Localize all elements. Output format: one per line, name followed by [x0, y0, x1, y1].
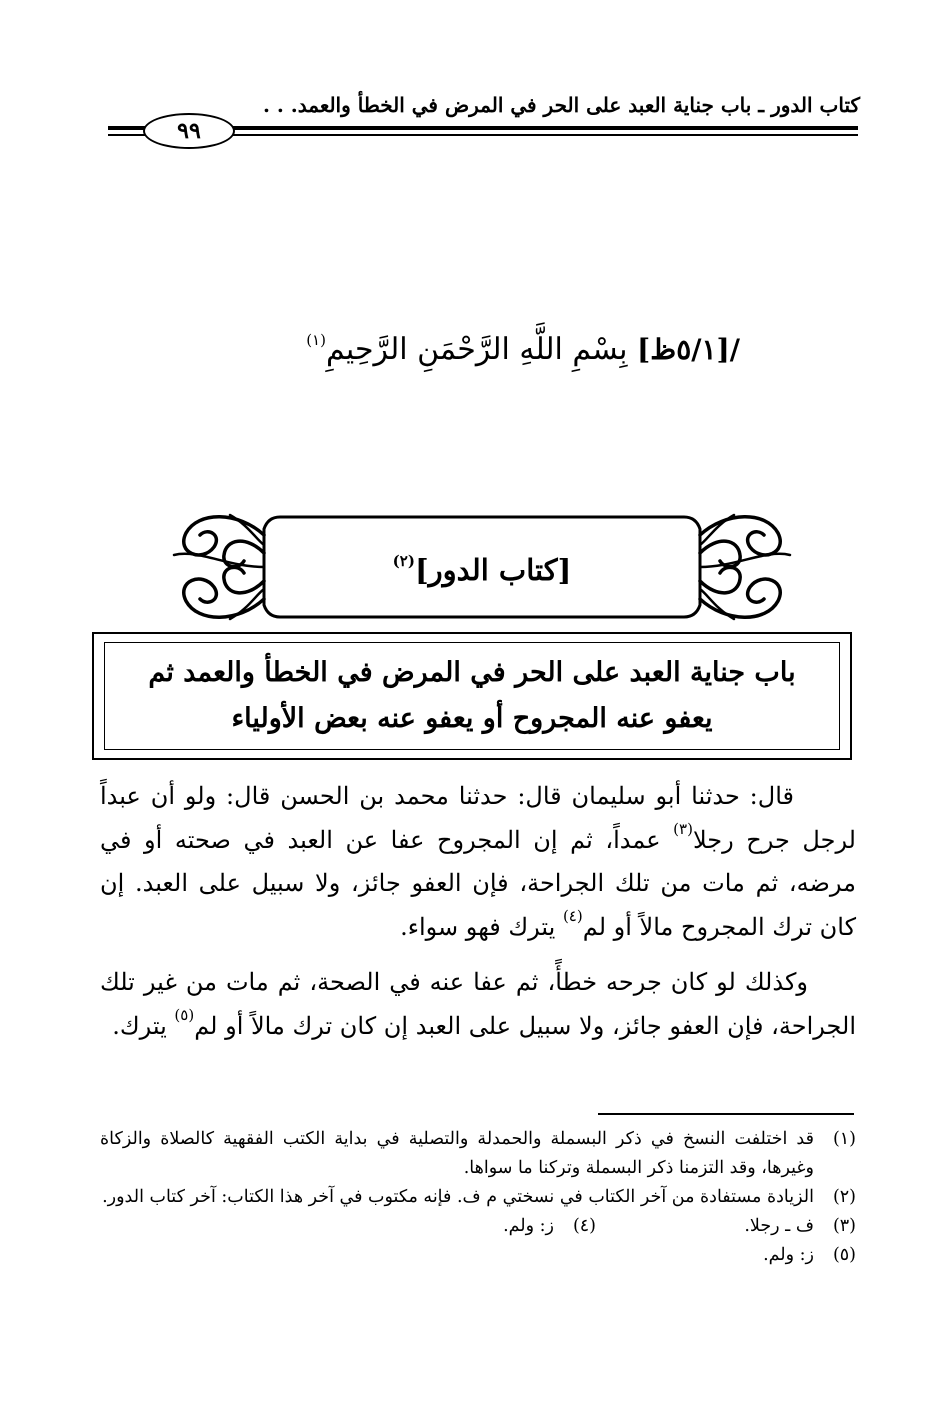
text-run: عمداً، ثم إن المجروح عفا عن العبد في صحته أو في مرضه، ثم مات من تلك الجراحة، فإن العفو جائز، ولا سبيل على العبد. إن كان ترك المجروح مالاً أو لم	[100, 825, 856, 941]
footnote	[336, 1212, 596, 1241]
footnote-text: ز: ولم.	[763, 1245, 814, 1265]
footnote-text: قد اختلفت النسخ في ذكر البسملة والحمدلة والتصلية في بداية الكتب الفقهية كالصلاة والزكاة وغيرها، وقد التزمنا ذكر البسملة وتركنا ما سواها.	[100, 1129, 814, 1178]
chapter-title-line-2: يعفو عنه المجروح أو يعفو عنه بعض الأولياء	[231, 703, 713, 734]
footnote	[100, 1125, 856, 1183]
body-text	[100, 775, 856, 1060]
basmala: بِسْمِ اللَّهِ الرَّحْمَنِ الرَّحِيمِ	[325, 332, 628, 367]
footnote-number: (٤)	[572, 1216, 596, 1236]
footnote	[100, 1183, 856, 1212]
footnote-ref: (٢)	[392, 552, 415, 570]
folio-marker: /[٥/١ظ]	[637, 333, 740, 366]
footnote-number: (٣)	[832, 1216, 856, 1236]
footnote-number: (١)	[832, 1129, 856, 1149]
footnote-text: ف ـ رجلا.	[744, 1216, 814, 1236]
paragraph	[100, 961, 856, 1048]
text-run: يترك فهو سواء.	[400, 912, 563, 941]
text-run: يترك.	[112, 1011, 175, 1040]
basmala-line	[220, 325, 740, 375]
footnote-rule	[598, 1113, 854, 1115]
paragraph	[100, 775, 856, 949]
book-title	[270, 548, 694, 592]
footnote-ref: (٤)	[562, 906, 583, 925]
footnote-ref: (٥)	[174, 1005, 195, 1024]
footnotes	[100, 1125, 856, 1270]
text-run: قال: حدثنا أبو سليمان قال: حدثنا محمد بن الحسن قال: ولو أن عبداً لرجل جرح رجلا	[100, 782, 856, 854]
chapter-title-line-1: باب جناية العبد على الحر في المرض في الخطأ والعمد ثم	[148, 657, 796, 688]
chapter-title	[120, 650, 824, 742]
footnote-number: (٥)	[832, 1245, 856, 1265]
running-header: كتاب الدور ـ باب جناية العبد على الحر في المرض في الخطأ والعمد. . .	[262, 93, 860, 117]
footnote-number: (٢)	[832, 1187, 856, 1207]
text-run: وكذلك لو كان جرحه خطأً، ثم عفا عنه في الصحة، ثم مات من غير تلك الجراحة، فإن العفو جائز، ولا سبيل على العبد إن كان ترك مالاً أو لم	[100, 968, 856, 1040]
footnote-text: الزيادة مستفادة من آخر الكتاب في نسختي م ف. فإنه مكتوب في آخر هذا الكتاب: آخر كتاب الدور.	[102, 1187, 814, 1207]
page-number: ٩٩	[143, 113, 235, 149]
book-title-text: [كتاب الدور]	[414, 553, 572, 587]
footnote	[100, 1241, 856, 1270]
footnote-ref: (١)	[306, 331, 326, 349]
footnote-text: ز: ولم.	[503, 1216, 554, 1236]
footnote-pair	[100, 1212, 856, 1241]
footnote-ref: (٣)	[673, 819, 693, 838]
footnote	[596, 1212, 856, 1241]
